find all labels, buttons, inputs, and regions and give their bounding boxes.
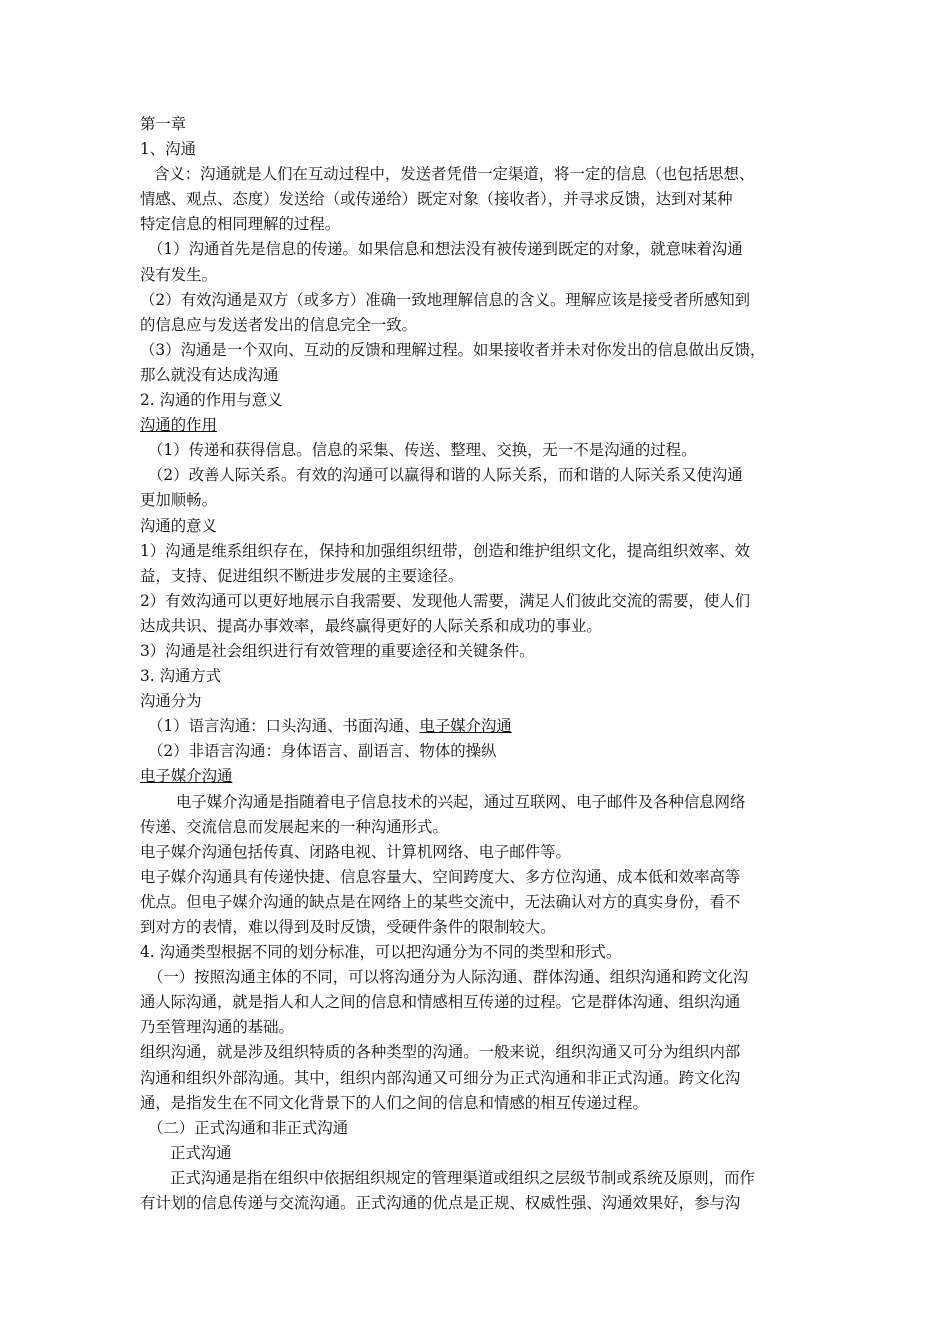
line-text: 沟通的作用 [140,416,217,435]
line-text: 1、沟通 [140,140,196,159]
line-text: 电子媒介沟通 [140,767,233,786]
line-text: 乃至管理沟通的基础。 [140,1018,294,1037]
line-text: （2）改善人际关系。有效的沟通可以赢得和谐的人际关系，而和谐的人际关系又使沟通 [148,466,743,485]
text-line [140,865,820,890]
line-text: （二）正式沟通和非正式沟通 [148,1118,349,1137]
line-text: （1）语言沟通：口头沟通、书面沟通、 [148,717,420,736]
text-line [140,413,820,438]
text-line [140,689,820,714]
line-text: 第一章 [140,115,187,133]
line-text: 那么就没有达成沟通 [140,365,279,384]
text-line [140,237,820,262]
text-line [140,890,820,915]
text-line [140,463,820,488]
line-text: 1）沟通是维系组织存在，保持和加强组织纽带，创造和维护组织文化，提高组织效率、效 [140,541,751,560]
line-text: 2）有效沟通可以更好地展示自我需要、发现他人需要，满足人们彼此交流的需要，使人们 [140,591,751,610]
line-text: 组织沟通，就是涉及组织特质的各种类型的沟通。一般来说，组织沟通又可分为组织内部 [140,1043,741,1062]
text-line [140,1166,820,1191]
text-line [140,137,820,162]
line-text: 含义：沟通就是人们在互动过程中，发送者凭借一定渠道，将一定的信息（也包括思想、 [154,165,755,184]
text-line [140,187,820,212]
line-text: 益，支持、促进组织不断进步发展的主要途径。 [140,566,464,585]
document-body [140,112,820,1216]
text-line [140,1091,820,1116]
text-line [140,965,820,990]
line-text: 到对方的表情，难以得到及时反馈，受硬件条件的限制较大。 [140,918,556,936]
text-line [140,1191,820,1216]
text-line [140,589,820,614]
text-line [140,915,820,940]
text-line [140,363,820,388]
text-line [140,1015,820,1040]
line-text: 正式沟通是指在组织中依据组织规定的管理渠道或组织之层级节制或系统及原则，而作 [170,1168,755,1187]
text-line [140,1066,820,1091]
text-line [140,739,820,764]
text-line [140,388,820,413]
line-text: 4. 沟通类型根据不同的划分标准，可以把沟通分为不同的类型和形式。 [140,943,622,962]
line-text: （1）沟通首先是信息的传递。如果信息和想法没有被传递到既定的对象，就意味着沟通 [148,240,743,259]
line-text: 电子媒介沟通包括传真、闭路电视、计算机网络、电子邮件等。 [140,842,571,861]
text-line [140,1040,820,1065]
line-text: 沟通分为 [140,692,202,711]
line-text: 沟通和组织外部沟通。其中，组织内部沟通又可细分为正式沟通和非正式沟通。跨文化沟 [140,1068,741,1087]
text-line [140,815,820,840]
line-text: （2）有效沟通是双方（或多方）准确一致地理解信息的含义。理解应该是接受者所感知到 [140,290,751,309]
line-text: 3）沟通是社会组织进行有效管理的重要途径和关键条件。 [140,641,535,660]
text-line [140,790,820,815]
text-line [140,614,820,639]
text-line [140,1141,820,1166]
text-line [140,539,820,564]
line-text: （一）按照沟通主体的不同，可以将沟通分为人际沟通、群体沟通、组织沟通和跨文化沟 [148,968,749,987]
line-text: 情感、观点、态度）发送给（或传递给）既定对象（接收者），并寻求反馈，达到对某种 [140,190,733,209]
line-text: 优点。但电子媒介沟通的缺点是在网络上的某些交流中，无法确认对方的真实身份，看不 [140,892,741,911]
line-text: 达成共识、提高办事效率，最终赢得更好的人际关系和成功的事业。 [140,616,602,635]
text-line [140,564,820,589]
line-text: 通人际沟通，就是指人和人之间的信息和情感相互传递的过程。它是群体沟通、组织沟通 [140,993,741,1012]
line-text: （3）沟通是一个双向、互动的反馈和理解过程。如果接收者并未对你发出的信息做出反馈， [140,340,766,359]
line-text: （2）非语言沟通：身体语言、副语言、物体的操纵 [148,742,497,761]
text-line [140,263,820,288]
text-line [140,313,820,338]
text-line [140,990,820,1015]
text-line [140,488,820,513]
text-line [140,940,820,965]
line-text: 电子媒介沟通具有传递快捷、信息容量大、空间跨度大、多方位沟通、成本低和效率高等 [140,867,741,886]
text-line [140,212,820,237]
line-text: 有计划的信息传递与交流沟通。正式沟通的优点是正规、权威性强、沟通效果好，参与沟 [140,1194,741,1213]
line-text: 沟通的意义 [140,516,217,535]
text-line [140,764,820,789]
text-line [140,112,820,137]
line-text: 3. 沟通方式 [140,667,222,686]
line-text: （1）传递和获得信息。信息的采集、传送、整理、交换，无一不是沟通的过程。 [148,441,697,460]
text-line [140,1116,820,1141]
line-text: 传递、交流信息而发展起来的一种沟通形式。 [140,817,448,836]
text-line [140,162,820,187]
line-text: 更加顺畅。 [140,491,217,510]
text-line [140,438,820,463]
text-line [140,840,820,865]
text-line [140,514,820,539]
line-text: 2. 沟通的作用与意义 [140,391,283,410]
underlined-term: 电子媒介沟通 [419,717,512,736]
text-line [140,288,820,313]
text-line [140,714,820,739]
line-text: 的信息应与发送者发出的信息完全一致。 [140,315,418,334]
text-line [140,338,820,363]
line-text: 正式沟通 [170,1143,232,1162]
line-text: 电子媒介沟通是指随着电子信息技术的兴起，通过互联网、电子邮件及各种信息网络 [176,792,746,811]
text-line [140,639,820,664]
text-line [140,664,820,689]
line-text: 通，是指发生在不同文化背景下的人们之间的信息和情感的相互传递过程。 [140,1093,648,1112]
line-text: 特定信息的相同理解的过程。 [140,215,341,234]
line-text: 没有发生。 [140,265,217,284]
